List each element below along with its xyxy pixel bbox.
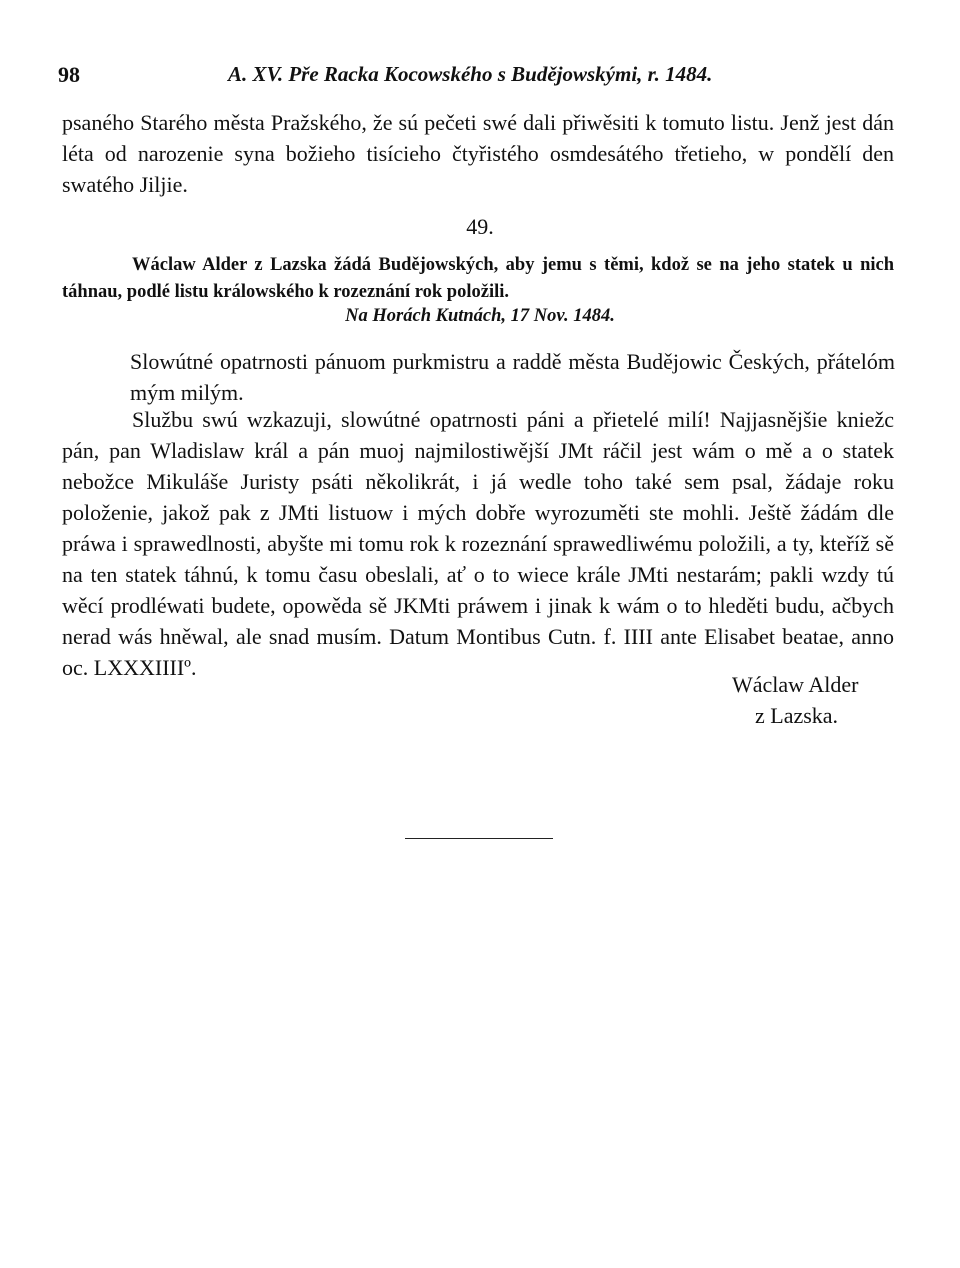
document-summary: Wáclaw Alder z Lazska žádá Budějowských, aby jemu s těmi, kdož se na jeho statek u nich táhnau, podlé listu králowského k rozeznání rok položili. — [62, 255, 894, 302]
running-head: A. XV. Pře Racka Kocowského s Budějowskými, r. 1484. — [228, 62, 713, 86]
continuation-paragraph: psaného Starého města Pražského, že sú pečeti swé dali přiwěsiti k tomuto listu. Jenž jest dán léta od narozenie syna božieho tisícieho čtyřistého osmdesátého třetieho, w pondělí den swatého Jiljie. — [62, 110, 894, 197]
signature-name: Wáclaw Alder — [732, 672, 859, 697]
signature-place: z Lazska. — [755, 703, 839, 728]
document-number: 49. — [466, 214, 494, 239]
place-and-date: Na Horách Kutnách, 17 Nov. 1484. — [345, 306, 615, 326]
letter-address: Slowútné opatrnosti pánuom purkmistru a raddě města Budějowic Českých, přátelóm mým milým. — [130, 349, 895, 405]
letter-body: Službu swú wzkazuji, slowútné opatrnosti páni a přietelé milí! Najjasnějšie kniežc pán, pan Wladislaw král a pán muoj najmilostiwější JMt ráčil jest wám o mě a o statek nebožce Mikuláše Juristy psáti několikrát, i já wedle toho také sem psal, žádaje roku položenie, jakož pak z JMti listuow i mých dobře wyrozuměti ste mohli. Ještě žádám dle práwa i sprawedlnosti, abyšte mi tomu rok k rozeznání sprawedliwému položili, a ty, kteříž sě na ten statek táhnú, k tomu času obeslali, ať o to wiece krále JMti nestarám; pakli wzdy tú wěcí prodléwati budete, opowěda sě JKMti práwem i jinak k wám o to hleděti budu, ačbych nerad wás hněwal, ale snad musím. Datum Montibus Cutn. f. IIII ante Elisabet beatae, anno oc. LXXXIIIIº. — [62, 407, 894, 680]
page-number: 98 — [58, 62, 80, 87]
page-header — [58, 62, 898, 92]
closing-rule — [405, 838, 553, 839]
